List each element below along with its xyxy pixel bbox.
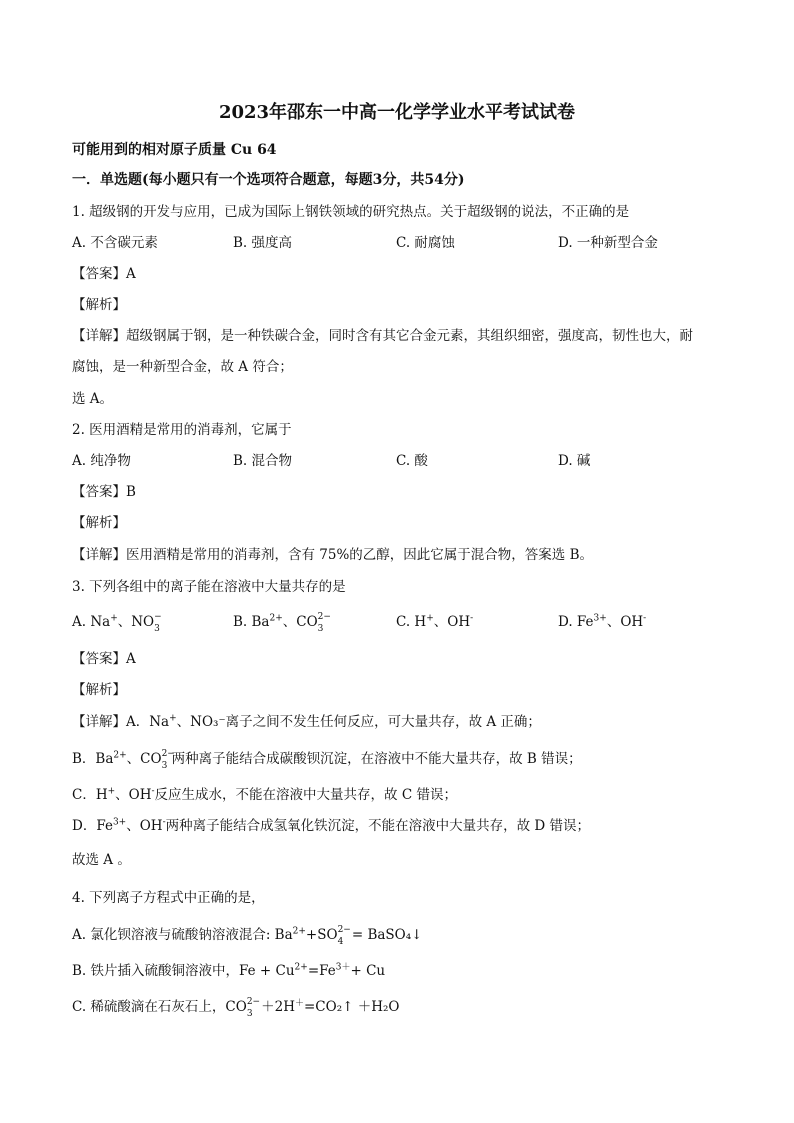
q3-option-a-subscript: 3 [154, 624, 160, 634]
section-heading: 一．单选题(每小题只有一个选项符合题意，每题3分，共54分) [72, 172, 465, 188]
q3-detail-d [72, 817, 590, 835]
q3-option-a-charge-2: − [154, 612, 162, 622]
q3-detail-d-post: 两种离子能结合成氢氧化铁沉淀，不能在溶液中大量共存，故 D 错误； [165, 818, 591, 834]
q3-option-b-mid: 、CO [282, 614, 318, 630]
q3-option-b-stack [317, 612, 331, 634]
q4-option-a [72, 925, 423, 947]
q3-option-c [396, 613, 473, 631]
q3-detail-b-mid: 、CO [126, 751, 162, 767]
q3-option-c-letter: C. H [396, 614, 427, 630]
q3-detail-a-pre: 【详解】A．Na [72, 714, 170, 730]
q3-option-a-stack [154, 612, 164, 634]
q3-detail-c-mid: 、OH [115, 787, 152, 803]
q4-option-c-charge-1: 2− [246, 997, 261, 1007]
q3-option-a-charge-1: + [110, 613, 118, 624]
q3-option-b-subscript: 3 [317, 624, 324, 634]
q3-conclusion: 故选 A 。 [72, 852, 131, 868]
q3-detail-c [72, 786, 457, 804]
question-3-stem: 3. 下列各组中的离子能在溶液中大量共存的是 [72, 579, 346, 595]
q1-answer: 【答案】A [72, 266, 136, 282]
q3-detail-d-pre: D．Fe [72, 818, 113, 834]
q4-option-a-charge-2: 2− [337, 925, 351, 935]
q1-option-b: B. 强度高 [233, 235, 293, 251]
q1-detail-line-2: 腐蚀，是一种新型合金，故 A 符合； [72, 359, 293, 375]
q4-option-a-mid: +SO [305, 927, 338, 943]
q3-option-a-letter: A. Na [72, 614, 111, 630]
q3-detail-b-post: 两种离子能结合成碳酸钡沉淀，在溶液中不能大量共存，故 B 错误； [171, 751, 582, 767]
q2-option-c: C. 酸 [396, 453, 428, 469]
q3-option-d [558, 613, 646, 631]
question-1-stem: 1. 超级钢的开发与应用，已成为国际上钢铁领域的研究热点。关于超级钢的说法，不正确的是 [72, 204, 630, 220]
q3-detail-d-charge-2: - [162, 817, 166, 828]
q3-detail-b-stack [161, 749, 175, 771]
q4-option-b-charge-1: 2+ [294, 962, 308, 973]
q3-detail-c-post: 反应生成水，不能在溶液中大量共存，故 C 错误； [154, 787, 457, 803]
q3-detail-b-pre: B．Ba [72, 751, 114, 767]
q4-option-c-post: =CO₂↑ ＋H₂O [304, 999, 400, 1015]
q3-detail-a-post: 、NO₃⁻离子之间不发生任何反应，可大量共存，故 A 正确； [176, 714, 541, 730]
q4-option-a-charge-1: 2+ [292, 926, 306, 937]
q3-option-c-mid: 、OH [433, 614, 471, 630]
q1-option-d: D. 一种新型合金 [558, 235, 658, 251]
q4-option-a-pre: A. 氯化钡溶液与硫酸钠溶液混合: Ba [72, 927, 293, 943]
q3-option-d-mid: 、OH [606, 614, 644, 630]
q3-option-a-mid: 、NO [117, 614, 155, 630]
q3-detail-b-charge-2: 2− [161, 749, 175, 759]
question-4-stem: 4. 下列离子方程式中正确的是， [72, 890, 265, 906]
q3-detail-b-subscript: 3 [161, 761, 168, 771]
q3-detail-b [72, 749, 582, 771]
q2-detail-line-1: 【详解】医用酒精是常用的消毒剂，含有 75%的乙醇，因此它属于混合物，答案选 B。 [72, 547, 594, 563]
q4-option-b-pre: B. 铁片插入硫酸铜溶液中，Fe + Cu [72, 963, 295, 979]
q4-option-b-charge-2: 3＋ [335, 962, 351, 973]
q3-option-d-charge-1: 3+ [593, 613, 607, 624]
q4-option-c-subscript: 3 [246, 1009, 253, 1019]
q4-option-c-mid: ＋2H [256, 999, 295, 1015]
q1-option-a: A. 不含碳元素 [72, 235, 158, 251]
q3-detail-c-charge-2: - [151, 786, 155, 797]
q4-option-a-subscript: 4 [337, 937, 344, 947]
q1-detail-line-1: 【详解】超级钢属于钢，是一种铁碳合金，同时含有其它合金元素，其组织细密，强度高，韧性也大，耐 [72, 328, 693, 344]
q1-conclusion: 选 A。 [72, 391, 114, 407]
q1-analysis-label: 【解析】 [72, 297, 126, 313]
q4-option-c-stack [246, 997, 261, 1019]
q2-answer: 【答案】B [72, 484, 136, 500]
q2-option-a: A. 纯净物 [72, 453, 131, 469]
q3-option-b-letter: B. Ba [233, 614, 270, 630]
q3-option-b [233, 612, 331, 634]
q3-detail-d-mid: 、OH [126, 818, 163, 834]
question-2-stem: 2. 医用酒精是常用的消毒剂，它属于 [72, 422, 292, 438]
q4-option-b-mid: =Fe [307, 963, 336, 979]
q3-detail-a [72, 713, 541, 731]
q4-option-a-post: = BaSO₄↓ [347, 927, 423, 943]
q4-option-b-post: + Cu [350, 963, 386, 979]
q3-option-a [72, 612, 164, 634]
page-title: 2023年邵东一中高一化学学业水平考试试卷 [218, 102, 576, 123]
q1-option-c: C. 耐腐蚀 [396, 235, 455, 251]
q2-option-d: D. 碱 [558, 453, 591, 469]
q4-option-c-charge-2: ＋ [294, 998, 304, 1009]
q4-option-c [72, 997, 400, 1019]
q3-option-d-charge-2: - [643, 613, 647, 624]
q3-detail-a-charge: + [169, 713, 177, 724]
q3-option-d-letter: D. Fe [558, 614, 594, 630]
q3-option-c-charge-1: + [426, 613, 434, 624]
q3-option-b-charge-2: 2− [317, 612, 331, 622]
q3-detail-c-pre: C．H [72, 787, 108, 803]
q3-answer: 【答案】A [72, 651, 136, 667]
q3-detail-b-charge-1: 2+ [113, 750, 127, 761]
q4-option-c-pre: C. 稀硫酸滴在石灰石上，CO [72, 999, 247, 1015]
q2-analysis-label: 【解析】 [72, 515, 126, 531]
q3-option-c-charge-2: - [470, 613, 474, 624]
q3-analysis-label: 【解析】 [72, 682, 126, 698]
q4-option-b [72, 962, 385, 980]
atomic-mass-note: 可能用到的相对原子质量 Cu 64 [72, 142, 277, 158]
q2-option-b: B. 混合物 [233, 453, 293, 469]
q3-option-b-charge-1: 2+ [269, 613, 283, 624]
q3-detail-d-charge-1: 3+ [112, 817, 127, 828]
q3-detail-c-charge-1: + [107, 786, 116, 797]
q4-option-a-stack [337, 925, 351, 947]
